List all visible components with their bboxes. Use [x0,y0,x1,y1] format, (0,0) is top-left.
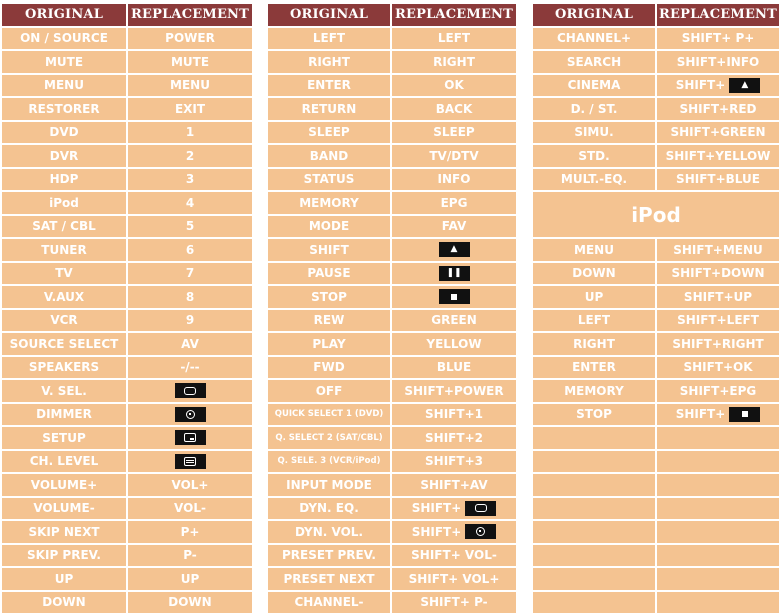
original-cell: ENTER [533,357,655,379]
replacement-cell [128,75,252,97]
replacement-cell [392,145,516,167]
replacement-cell [128,498,252,520]
replacement-label: SHIFT+RIGHT [672,336,764,351]
replacement-cell [128,333,252,355]
replacement-cell [128,263,252,285]
empty-cell [533,592,655,614]
original-cell: CHANNEL+ [533,28,655,50]
original-cell: HDP [2,169,126,191]
replacement-label: SHIFT+ [675,78,726,93]
replacement-cell [392,474,516,496]
original-cell: MODE [268,216,390,238]
replacement-cell [657,263,779,285]
replacement-label: MENU [170,78,210,93]
original-cell: UP [2,568,126,590]
replacement-cell [392,75,516,97]
original-cell: Q. SELECT 2 (SAT/CBL) [268,427,390,449]
replacement-label: SHIFT+1 [425,407,483,422]
replacement-cell [392,357,516,379]
replacement-label: TV/DTV [429,148,479,163]
rounded-rect-shape [475,504,487,512]
original-cell: V. SEL. [2,380,126,402]
original-cell: LEFT [268,28,390,50]
original-cell: SIMU. [533,122,655,144]
ipod-section-title: iPod [533,192,779,237]
replacement-label: SHIFT+ VOL+ [408,571,500,586]
replacement-label: P- [183,548,197,563]
empty-cell [657,474,779,496]
header-replacement: REPLACEMENT [392,4,516,26]
original-cell: SKIP PREV. [2,545,126,567]
replacement-cell [392,192,516,214]
original-cell: STATUS [268,169,390,191]
replacement-cell [657,51,779,73]
rounded-rect-button-icon [465,501,496,516]
original-cell: SOURCE SELECT [2,333,126,355]
replacement-cell [392,427,516,449]
replacement-label: 4 [185,195,195,210]
replacement-label: LEFT [437,31,471,46]
original-cell: DVD [2,122,126,144]
circle-dot-shape [186,410,195,419]
replacement-cell [657,357,779,379]
replacement-cell [128,568,252,590]
original-cell: SKIP NEXT [2,521,126,543]
empty-cell [533,521,655,543]
replacement-cell [128,28,252,50]
header-replacement: REPLACEMENT [128,4,252,26]
replacement-label: P+ [180,524,200,539]
circle-dot-button-icon [175,407,206,422]
original-cell: QUICK SELECT 1 (DVD) [268,404,390,426]
original-cell: INPUT MODE [268,474,390,496]
replacement-cell [392,380,516,402]
pause-button-glyph: ❚❚ [446,267,462,278]
circle-dot-shape [476,527,485,536]
replacement-label: SHIFT+UP [683,289,753,304]
replacement-cell [657,169,779,191]
empty-cell [657,592,779,614]
replacement-cell [657,404,779,426]
replacement-cell [657,380,779,402]
replacement-label: SHIFT+EPG [679,383,757,398]
header-replacement: REPLACEMENT [657,4,779,26]
header-original: ORIGINAL [2,4,126,26]
eject-button-glyph: ▲ [450,244,458,255]
replacement-cell [128,545,252,567]
mapping-table-2 [268,4,516,613]
replacement-label: SHIFT+ P- [420,595,488,610]
original-cell: SLEEP [268,122,390,144]
original-cell: TV [2,263,126,285]
replacement-label: SHIFT+DOWN [671,266,765,281]
empty-cell [533,568,655,590]
original-cell: SHIFT [268,239,390,261]
replacement-cell [657,75,779,97]
replacement-cell [392,28,516,50]
replacement-label: SHIFT+ [411,524,462,539]
original-cell: RETURN [268,98,390,120]
replacement-label: SHIFT+2 [425,430,483,445]
replacement-label: VOL+ [171,477,209,492]
original-cell: DVR [2,145,126,167]
replacement-cell [392,98,516,120]
replacement-cell [657,122,779,144]
replacement-label: UP [180,571,200,586]
original-cell: OFF [268,380,390,402]
replacement-cell [128,192,252,214]
stop-button-icon [439,289,470,304]
original-cell: VOLUME+ [2,474,126,496]
replacement-cell [392,51,516,73]
replacement-label: SHIFT+ [411,501,462,516]
original-cell: PRESET PREV. [268,545,390,567]
replacement-cell [657,28,779,50]
original-cell: PLAY [268,333,390,355]
replacement-cell [128,357,252,379]
empty-cell [657,545,779,567]
header-original: ORIGINAL [533,4,655,26]
empty-cell [657,521,779,543]
original-cell: ON / SOURCE [2,28,126,50]
replacement-label: 9 [185,313,195,328]
replacement-label: INFO [437,172,471,187]
replacement-label: SHIFT+LEFT [677,313,759,328]
replacement-label: DOWN [168,595,212,610]
original-cell: SPEAKERS [2,357,126,379]
replacement-label: GREEN [431,313,477,328]
replacement-cell [392,333,516,355]
replacement-cell [392,404,516,426]
replacement-cell [128,592,252,614]
original-cell: VCR [2,310,126,332]
original-cell: CH. LEVEL [2,451,126,473]
original-cell: RIGHT [533,333,655,355]
original-cell: TUNER [2,239,126,261]
original-cell: MUTE [2,51,126,73]
circle-dot-button-icon [465,524,496,539]
replacement-label: SLEEP [433,125,475,140]
screen-shape [184,433,196,442]
replacement-cell [392,122,516,144]
replacement-label: SHIFT+ VOL- [411,548,497,563]
original-cell: UP [533,286,655,308]
menu-bars-button-icon [175,454,206,469]
original-cell: STOP [268,286,390,308]
replacement-cell [392,286,516,308]
replacement-label: 3 [185,172,195,187]
replacement-label: SHIFT+3 [425,454,483,469]
replacement-label: 7 [185,266,195,281]
original-cell: PRESET NEXT [268,568,390,590]
empty-cell [533,498,655,520]
empty-cell [657,568,779,590]
rounded-rect-shape [184,387,196,395]
replacement-cell [392,239,516,261]
replacement-label: BLUE [436,360,472,375]
replacement-cell [657,239,779,261]
replacement-label: OK [444,78,464,93]
original-cell: DYN. VOL. [268,521,390,543]
original-cell: MULT.-EQ. [533,169,655,191]
original-cell: CINEMA [533,75,655,97]
replacement-cell [392,451,516,473]
screen-button-icon [175,430,206,445]
original-cell: DOWN [2,592,126,614]
replacement-label: MUTE [170,54,210,69]
original-cell: PAUSE [268,263,390,285]
replacement-cell [657,145,779,167]
replacement-label: YELLOW [426,336,482,351]
original-cell: D. / ST. [533,98,655,120]
replacement-label: EPG [440,195,468,210]
replacement-cell [128,451,252,473]
replacement-cell [128,169,252,191]
original-cell: RIGHT [268,51,390,73]
replacement-label: SHIFT+OK [683,360,753,375]
replacement-label: BACK [435,101,473,116]
replacement-label: SHIFT+ [675,407,726,422]
stop-square-shape [451,294,457,300]
original-cell: Q. SELE. 3 (VCR/iPod) [268,451,390,473]
replacement-label: POWER [165,31,215,46]
mapping-table-3 [533,4,779,613]
original-cell: DYN. EQ. [268,498,390,520]
replacement-label: 8 [185,289,195,304]
original-cell: REW [268,310,390,332]
mapping-table-1 [2,4,252,613]
empty-cell [657,498,779,520]
replacement-label: RIGHT [433,54,475,69]
replacement-cell [657,310,779,332]
original-cell: RESTORER [2,98,126,120]
pause-button-icon [439,266,470,281]
replacement-label: SHIFT+AV [420,477,488,492]
replacement-cell [392,521,516,543]
replacement-cell [128,98,252,120]
replacement-cell [128,310,252,332]
replacement-cell [128,286,252,308]
replacement-label: SHIFT+INFO [676,54,760,69]
replacement-cell [128,380,252,402]
empty-cell [657,427,779,449]
replacement-label: AV [181,336,199,351]
original-cell: iPod [2,192,126,214]
original-cell: LEFT [533,310,655,332]
original-cell: CHANNEL- [268,592,390,614]
original-cell: MEMORY [268,192,390,214]
replacement-cell [392,568,516,590]
original-cell: MEMORY [533,380,655,402]
rounded-rect-button-icon [175,383,206,398]
replacement-label: 6 [185,242,195,257]
replacement-cell [657,98,779,120]
original-cell: ENTER [268,75,390,97]
replacement-label: SHIFT+ P+ [681,31,755,46]
original-cell: BAND [268,145,390,167]
replacement-cell [392,263,516,285]
eject-button-icon [439,242,470,257]
empty-cell [533,545,655,567]
empty-cell [533,451,655,473]
replacement-label: EXIT [174,101,206,116]
replacement-cell [392,498,516,520]
replacement-cell [128,51,252,73]
replacement-label: 5 [185,219,195,234]
empty-cell [533,427,655,449]
original-cell: DOWN [533,263,655,285]
original-cell: SAT / CBL [2,216,126,238]
replacement-cell [128,216,252,238]
replacement-cell [657,333,779,355]
header-original: ORIGINAL [268,4,390,26]
replacement-cell [392,545,516,567]
replacement-label: -/-- [180,360,200,375]
replacement-cell [128,474,252,496]
stop-button-icon [729,407,760,422]
original-cell: V.AUX [2,286,126,308]
original-cell: MENU [533,239,655,261]
eject-button-icon [729,78,760,93]
original-cell: FWD [268,357,390,379]
original-cell: SEARCH [533,51,655,73]
replacement-cell [128,145,252,167]
original-cell: STD. [533,145,655,167]
replacement-cell [657,286,779,308]
replacement-cell [392,169,516,191]
replacement-label: SHIFT+RED [679,101,757,116]
replacement-cell [128,427,252,449]
original-cell: MENU [2,75,126,97]
replacement-cell [392,592,516,614]
eject-button-glyph: ▲ [741,79,749,90]
replacement-label: SHIFT+GREEN [670,125,766,140]
replacement-cell [392,310,516,332]
replacement-label: SHIFT+MENU [673,242,763,257]
replacement-label: SHIFT+POWER [404,383,504,398]
replacement-cell [128,122,252,144]
empty-cell [657,451,779,473]
original-cell: SETUP [2,427,126,449]
replacement-label: 2 [185,148,195,163]
original-cell: STOP [533,404,655,426]
replacement-label: FAV [441,219,467,234]
original-cell: VOLUME- [2,498,126,520]
replacement-cell [128,239,252,261]
replacement-label: SHIFT+BLUE [676,172,760,187]
replacement-cell [128,521,252,543]
original-cell: DIMMER [2,404,126,426]
replacement-cell [392,216,516,238]
menu-bars-shape [184,457,196,466]
stop-square-shape [742,411,748,417]
replacement-label: VOL- [174,501,206,516]
replacement-label: 1 [185,125,195,140]
empty-cell [533,474,655,496]
replacement-cell [128,404,252,426]
replacement-label: SHIFT+YELLOW [665,148,771,163]
